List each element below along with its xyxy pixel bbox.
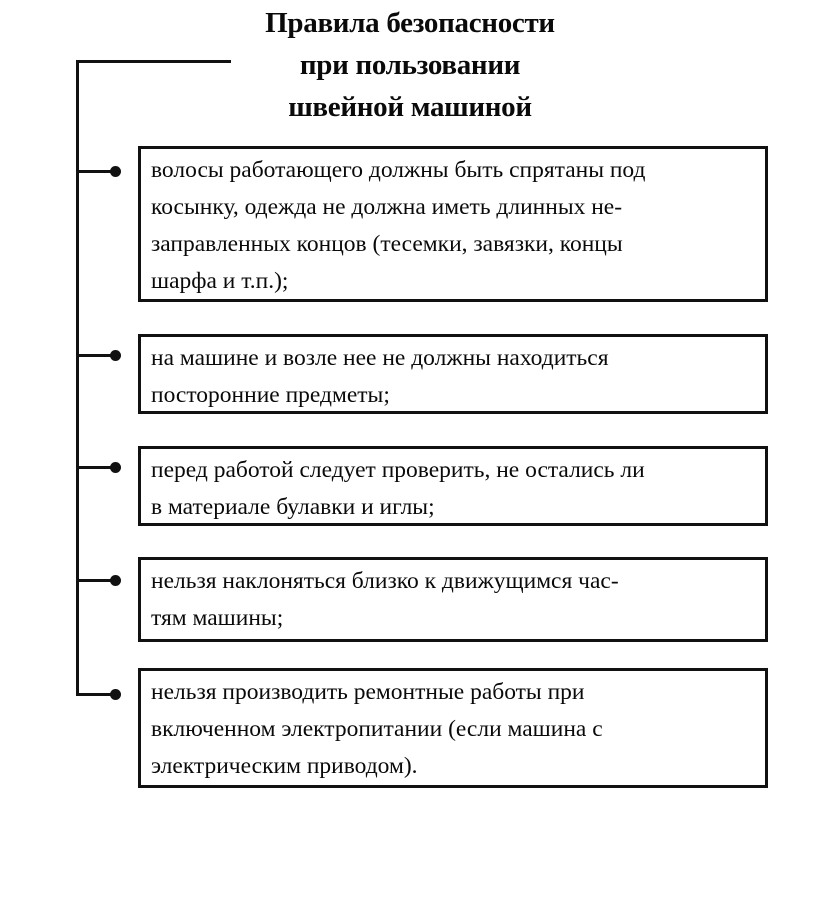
diagram-title bbox=[225, 2, 595, 128]
rule-box bbox=[138, 668, 768, 788]
title-connector bbox=[76, 60, 231, 63]
rule-text: шарфа и т.п.); bbox=[151, 268, 289, 294]
rule-text: перед работой следует проверить, не остались ли bbox=[151, 457, 645, 483]
branch-connector bbox=[76, 693, 114, 696]
rule-text: электрическим приводом). bbox=[151, 753, 418, 779]
title-line: швейной машиной bbox=[288, 91, 532, 123]
branch-connector bbox=[76, 354, 114, 357]
branch-connector bbox=[76, 170, 114, 173]
rule-text: нельзя производить ремонтные работы при bbox=[151, 679, 585, 705]
bullet-dot bbox=[110, 575, 121, 586]
bullet-dot bbox=[110, 166, 121, 177]
branch-connector bbox=[76, 466, 114, 469]
title-line: при пользовании bbox=[299, 49, 521, 81]
rule-text: заправленных концов (тесемки, завязки, концы bbox=[151, 231, 623, 257]
bullet-dot bbox=[110, 462, 121, 473]
rule-text: нельзя наклоняться близко к движущимся час- bbox=[151, 568, 619, 594]
rule-box bbox=[138, 446, 768, 526]
branch-connector bbox=[76, 579, 114, 582]
rule-text: тям машины; bbox=[151, 605, 284, 631]
rule-text: включенном электропитании (если машина с bbox=[151, 716, 603, 742]
bullet-dot bbox=[110, 350, 121, 361]
bullet-dot bbox=[110, 689, 121, 700]
rule-text: посторонние предметы; bbox=[151, 382, 390, 408]
rule-box bbox=[138, 334, 768, 414]
rule-text: в материале булавки и иглы; bbox=[151, 494, 435, 520]
rule-text: косынку, одежда не должна иметь длинных не- bbox=[151, 194, 623, 220]
title-line: Правила безопасности bbox=[265, 7, 555, 39]
spine-line bbox=[76, 60, 79, 696]
rule-text: волосы работающего должны быть спрятаны под bbox=[151, 157, 646, 183]
rule-box bbox=[138, 146, 768, 302]
rule-text: на машине и возле нее не должны находиться bbox=[151, 345, 609, 371]
rule-box bbox=[138, 557, 768, 642]
